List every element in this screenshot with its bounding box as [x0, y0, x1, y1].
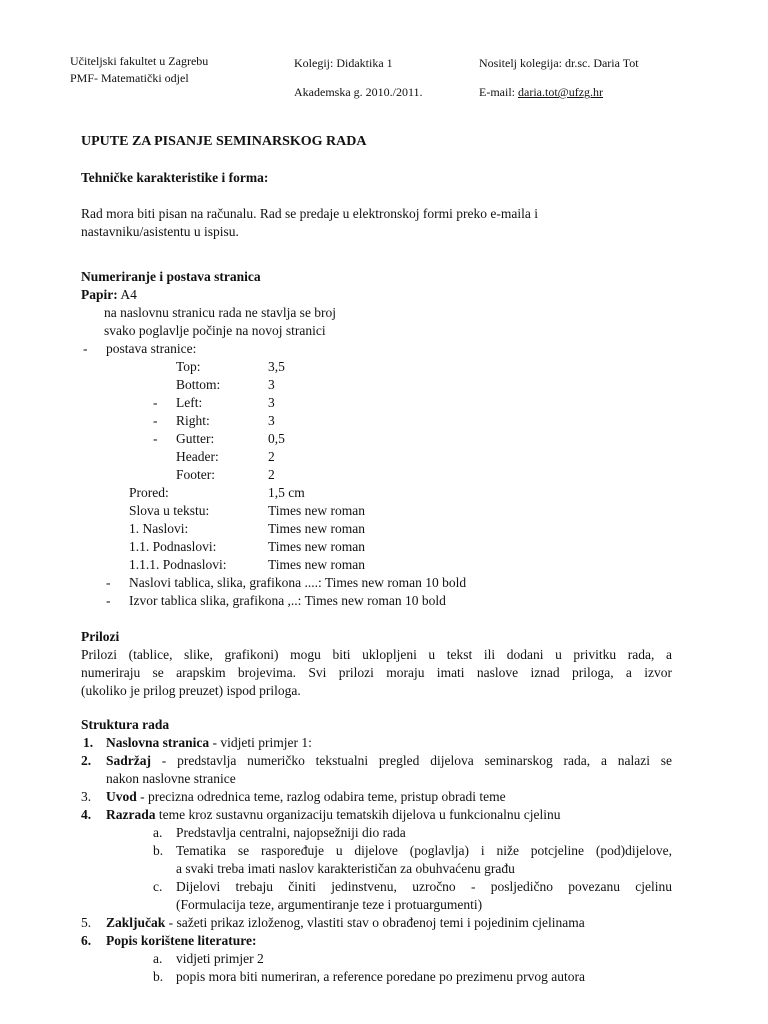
sub-item-letter: b.: [153, 843, 164, 858]
structure-item-contents: Sadržaj - predstavlja numeričko tekstualni pregled dijelova seminarskog rada, a nalazi se nakon naslovne stranice: [106, 753, 672, 786]
margin-label: Left:: [176, 395, 203, 410]
tech-text-line-1: Rad mora biti pisan na računalu. Rad se predaje u elektronskoj formi preko e-maila i: [81, 206, 538, 221]
margin-label: Bottom:: [176, 377, 221, 392]
margin-value: 3: [268, 413, 275, 428]
sub-item-letter: a.: [153, 825, 163, 840]
margin-value: 2: [268, 449, 275, 464]
margin-dash: -: [153, 413, 158, 428]
sub-item-text: popis mora biti numeriran, a reference poredane po prezimenu prvog autora: [176, 969, 585, 984]
sub-item-text: Predstavlja centralni, najopsežniji dio rada: [176, 825, 406, 840]
structure-item-number: 4.: [81, 807, 92, 822]
note-line-2: svako poglavlje počinje na novoj stranici: [104, 323, 326, 338]
attachments-line-1: Prilozi (tablice, slike, grafikoni) mogu biti uklopljeni u tekst ili dodani u privitku rada, a: [81, 647, 672, 662]
structure-item-number: 3.: [81, 789, 92, 804]
layout-dash: -: [83, 341, 88, 356]
tech-heading: Tehničke karakteristike i forma:: [81, 170, 269, 185]
paper-value: A4: [120, 287, 137, 302]
numbering-heading: Numeriranje i postava stranica: [81, 269, 261, 284]
structure-item-number: 6.: [81, 933, 92, 948]
note-line-1: na naslovnu stranicu rada ne stavlja se broj: [104, 305, 337, 320]
font-value: Times new roman: [268, 503, 365, 518]
margin-label: Footer:: [176, 467, 215, 482]
font-label: 1. Naslovi:: [129, 521, 189, 536]
attachments-heading: Prilozi: [81, 629, 120, 644]
margin-value: 3: [268, 395, 275, 410]
margin-dash: -: [153, 431, 158, 446]
caption-dash: -: [106, 575, 111, 590]
margin-value: 2: [268, 467, 275, 482]
caption-dash: -: [106, 593, 111, 608]
structure-item-intro: Uvod - precizna odrednica teme, razlog odabira teme, pristup obradi teme: [106, 789, 506, 804]
margin-label: Gutter:: [176, 431, 215, 446]
sub-item-text: vidjeti primjer 2: [176, 951, 264, 966]
structure-item-literature: Popis korištene literature:: [106, 933, 257, 948]
structure-item-conclusion: Zaključak - sažeti prikaz izloženog, vlastiti stav o obrađenoj temi i pojedinim cjelinama: [106, 915, 585, 930]
document-title: UPUTE ZA PISANJE SEMINARSKOG RADA: [81, 134, 367, 149]
paper-line: [81, 286, 137, 304]
sub-item-letter: a.: [153, 951, 163, 966]
caption-line-2: Izvor tablica slika, grafikona ,..: Times new roman 10 bold: [129, 593, 446, 608]
font-value: Times new roman: [268, 557, 365, 572]
email-label: E-mail:: [479, 85, 515, 99]
caption-line-1: Naslovi tablica, slika, grafikona ....: Times new roman 10 bold: [129, 575, 467, 590]
structure-item-body: Razrada teme kroz sustavnu organizaciju tematskih dijelova u funkcionalnu cjelinu: [106, 807, 561, 822]
margin-label: Right:: [176, 413, 210, 428]
sub-item-text: Tematika se raspoređuje u dijelove (poglavlja) i niže potcjeline (pod)dijelove, a svaki treba imati naslov karakterističan za obuhvaćenu građu: [176, 843, 672, 876]
font-label: 1.1.1. Podnaslovi:: [129, 557, 227, 572]
faculty-line-1: Učiteljski fakultet u Zagrebu: [70, 54, 209, 68]
sub-item-text: Dijelovi trebaju činiti jedinstvenu, uzročno - posljedično povezanu cjelinu (Formulacija teze, argumentiranje teze i protuargumenti): [176, 879, 672, 912]
font-label: Prored:: [129, 485, 169, 500]
font-value: Times new roman: [268, 521, 365, 536]
sub-item-letter: c.: [153, 879, 163, 894]
font-value: Times new roman: [268, 539, 365, 554]
layout-label: postava stranice:: [106, 341, 197, 356]
margin-value: 0,5: [268, 431, 285, 446]
font-label: Slova u tekstu:: [129, 503, 210, 518]
margin-dash: -: [153, 395, 158, 410]
attachments-line-3: (ukoliko je prilog preuzet) ispod priloga.: [81, 683, 301, 698]
margin-value: 3: [268, 377, 275, 392]
academic-year: Akademska g. 2010./2011.: [294, 85, 423, 99]
attachments-paragraph: [81, 646, 672, 700]
structure-item-number: 5.: [81, 915, 92, 930]
email-line: [479, 84, 603, 100]
structure-item-number: 1.: [83, 735, 94, 750]
paper-label: Papir:: [81, 287, 118, 302]
margin-label: Top:: [176, 359, 201, 374]
font-value: 1,5 cm: [268, 485, 305, 500]
attachments-line-2: numeriraju se arapskim brojevima. Svi prilozi moraju imati naslove iznad priloga, a izvor: [81, 665, 672, 680]
margin-value: 3,5: [268, 359, 285, 374]
structure-item-title-page: Naslovna stranica - vidjeti primjer 1:: [106, 735, 312, 750]
email-link[interactable]: daria.tot@ufzg.hr: [518, 85, 604, 99]
course-name: Kolegij: Didaktika 1: [294, 56, 393, 70]
faculty-line-2: PMF- Matematički odjel: [70, 71, 189, 85]
font-label: 1.1. Podnaslovi:: [129, 539, 217, 554]
course-lecturer: Nositelj kolegija: dr.sc. Daria Tot: [479, 56, 639, 70]
structure-heading: Struktura rada: [81, 717, 170, 732]
tech-text-line-2: nastavniku/asistentu u ispisu.: [81, 224, 239, 239]
structure-item-number: 2.: [81, 753, 92, 768]
margin-label: Header:: [176, 449, 219, 464]
sub-item-letter: b.: [153, 969, 164, 984]
